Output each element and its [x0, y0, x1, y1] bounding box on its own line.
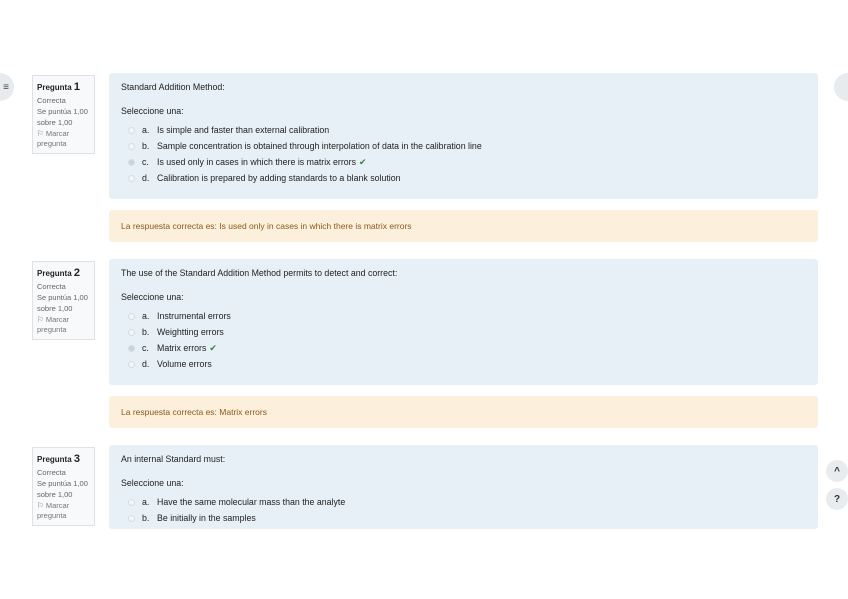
question-state: Correcta: [37, 467, 66, 477]
question-grade-line1: Se puntúa 1,00: [37, 106, 88, 116]
help-button[interactable]: [826, 488, 848, 510]
drawer-icon: ≡: [3, 81, 9, 93]
radio-button[interactable]: [128, 329, 135, 336]
question-text: The use of the Standard Addition Method permits to detect and correct:: [121, 268, 398, 278]
flag-question-link[interactable]: ⚐ Marcar pregunta: [37, 314, 70, 335]
correct-check-icon: ✔: [358, 156, 367, 167]
radio-button-checked[interactable]: [128, 159, 135, 166]
chevron-up-icon: ^: [834, 465, 840, 477]
correct-check-icon: ✔: [209, 342, 217, 353]
radio-button[interactable]: [128, 313, 135, 320]
answer-option-c[interactable]: c. Is used only in cases in which there is matrix errors ✔: [121, 154, 806, 170]
answer-prompt: Seleccione una:: [121, 292, 184, 302]
question-number: Pregunta 2: [37, 267, 81, 279]
question-grade-line1: Se puntúa 1,00: [37, 292, 88, 302]
correct-answer-feedback-2: La respuesta correcta es: Matrix errors: [109, 396, 818, 428]
back-to-top-button[interactable]: [826, 460, 848, 482]
radio-button[interactable]: [128, 143, 135, 150]
radio-button[interactable]: [128, 499, 135, 506]
question-number: Pregunta 1: [37, 81, 81, 93]
correct-answer-feedback-1: La respuesta correcta es: Is used only in cases in which there is matrix errors: [109, 210, 818, 242]
question-number: Pregunta 3: [37, 453, 81, 465]
question-info-1: [32, 75, 95, 154]
question-info-2: [32, 261, 95, 340]
flag-icon: ⚐: [37, 128, 44, 138]
answer-option-b[interactable]: b. Sample concentration is obtained through interpolation of data in the calibration line: [121, 138, 806, 154]
question-mark-icon: ?: [833, 493, 841, 505]
answer-option-b[interactable]: b. Weightting errors: [121, 324, 806, 340]
open-block-drawer-button[interactable]: [834, 73, 848, 101]
answer-option-c[interactable]: c. Matrix errors ✔: [121, 340, 806, 356]
open-drawer-button[interactable]: [0, 73, 14, 101]
answer-option-a[interactable]: a. Have the same molecular mass than the analyte: [121, 494, 806, 510]
answer-option-a[interactable]: a. Instrumental errors: [121, 308, 806, 324]
question-grade-line2: sobre 1,00: [37, 303, 73, 313]
answer-option-a[interactable]: a. Is simple and faster than external calibration: [121, 122, 806, 138]
question-info-3: [32, 447, 95, 526]
question-grade-line1: Se puntúa 1,00: [37, 478, 88, 488]
answer-option-d[interactable]: d. Volume errors: [121, 356, 806, 372]
radio-button[interactable]: [128, 515, 135, 522]
question-formulation-2: [109, 259, 818, 385]
question-grade-line2: sobre 1,00: [37, 489, 73, 499]
question-state: Correcta: [37, 281, 66, 291]
flag-icon: ⚐: [37, 500, 44, 510]
question-formulation-1: [109, 73, 818, 199]
radio-button[interactable]: [128, 127, 135, 134]
flag-question-link[interactable]: ⚐ Marcar pregunta: [37, 128, 70, 149]
answer-option-d[interactable]: d. Calibration is prepared by adding standards to a blank solution: [121, 170, 806, 186]
radio-button-checked[interactable]: [128, 345, 135, 352]
radio-button[interactable]: [128, 361, 135, 368]
question-formulation-3: [109, 445, 818, 529]
answer-option-b[interactable]: b. Be initially in the samples: [121, 510, 806, 526]
flag-icon: ⚐: [37, 314, 44, 324]
question-text: Standard Addition Method:: [121, 82, 225, 92]
answer-prompt: Seleccione una:: [121, 106, 184, 116]
question-state: Correcta: [37, 95, 66, 105]
answer-prompt: Seleccione una:: [121, 478, 184, 488]
question-text: An internal Standard must:: [121, 454, 226, 464]
question-grade-line2: sobre 1,00: [37, 117, 73, 127]
flag-question-link[interactable]: ⚐ Marcar pregunta: [37, 500, 70, 521]
radio-button[interactable]: [128, 175, 135, 182]
